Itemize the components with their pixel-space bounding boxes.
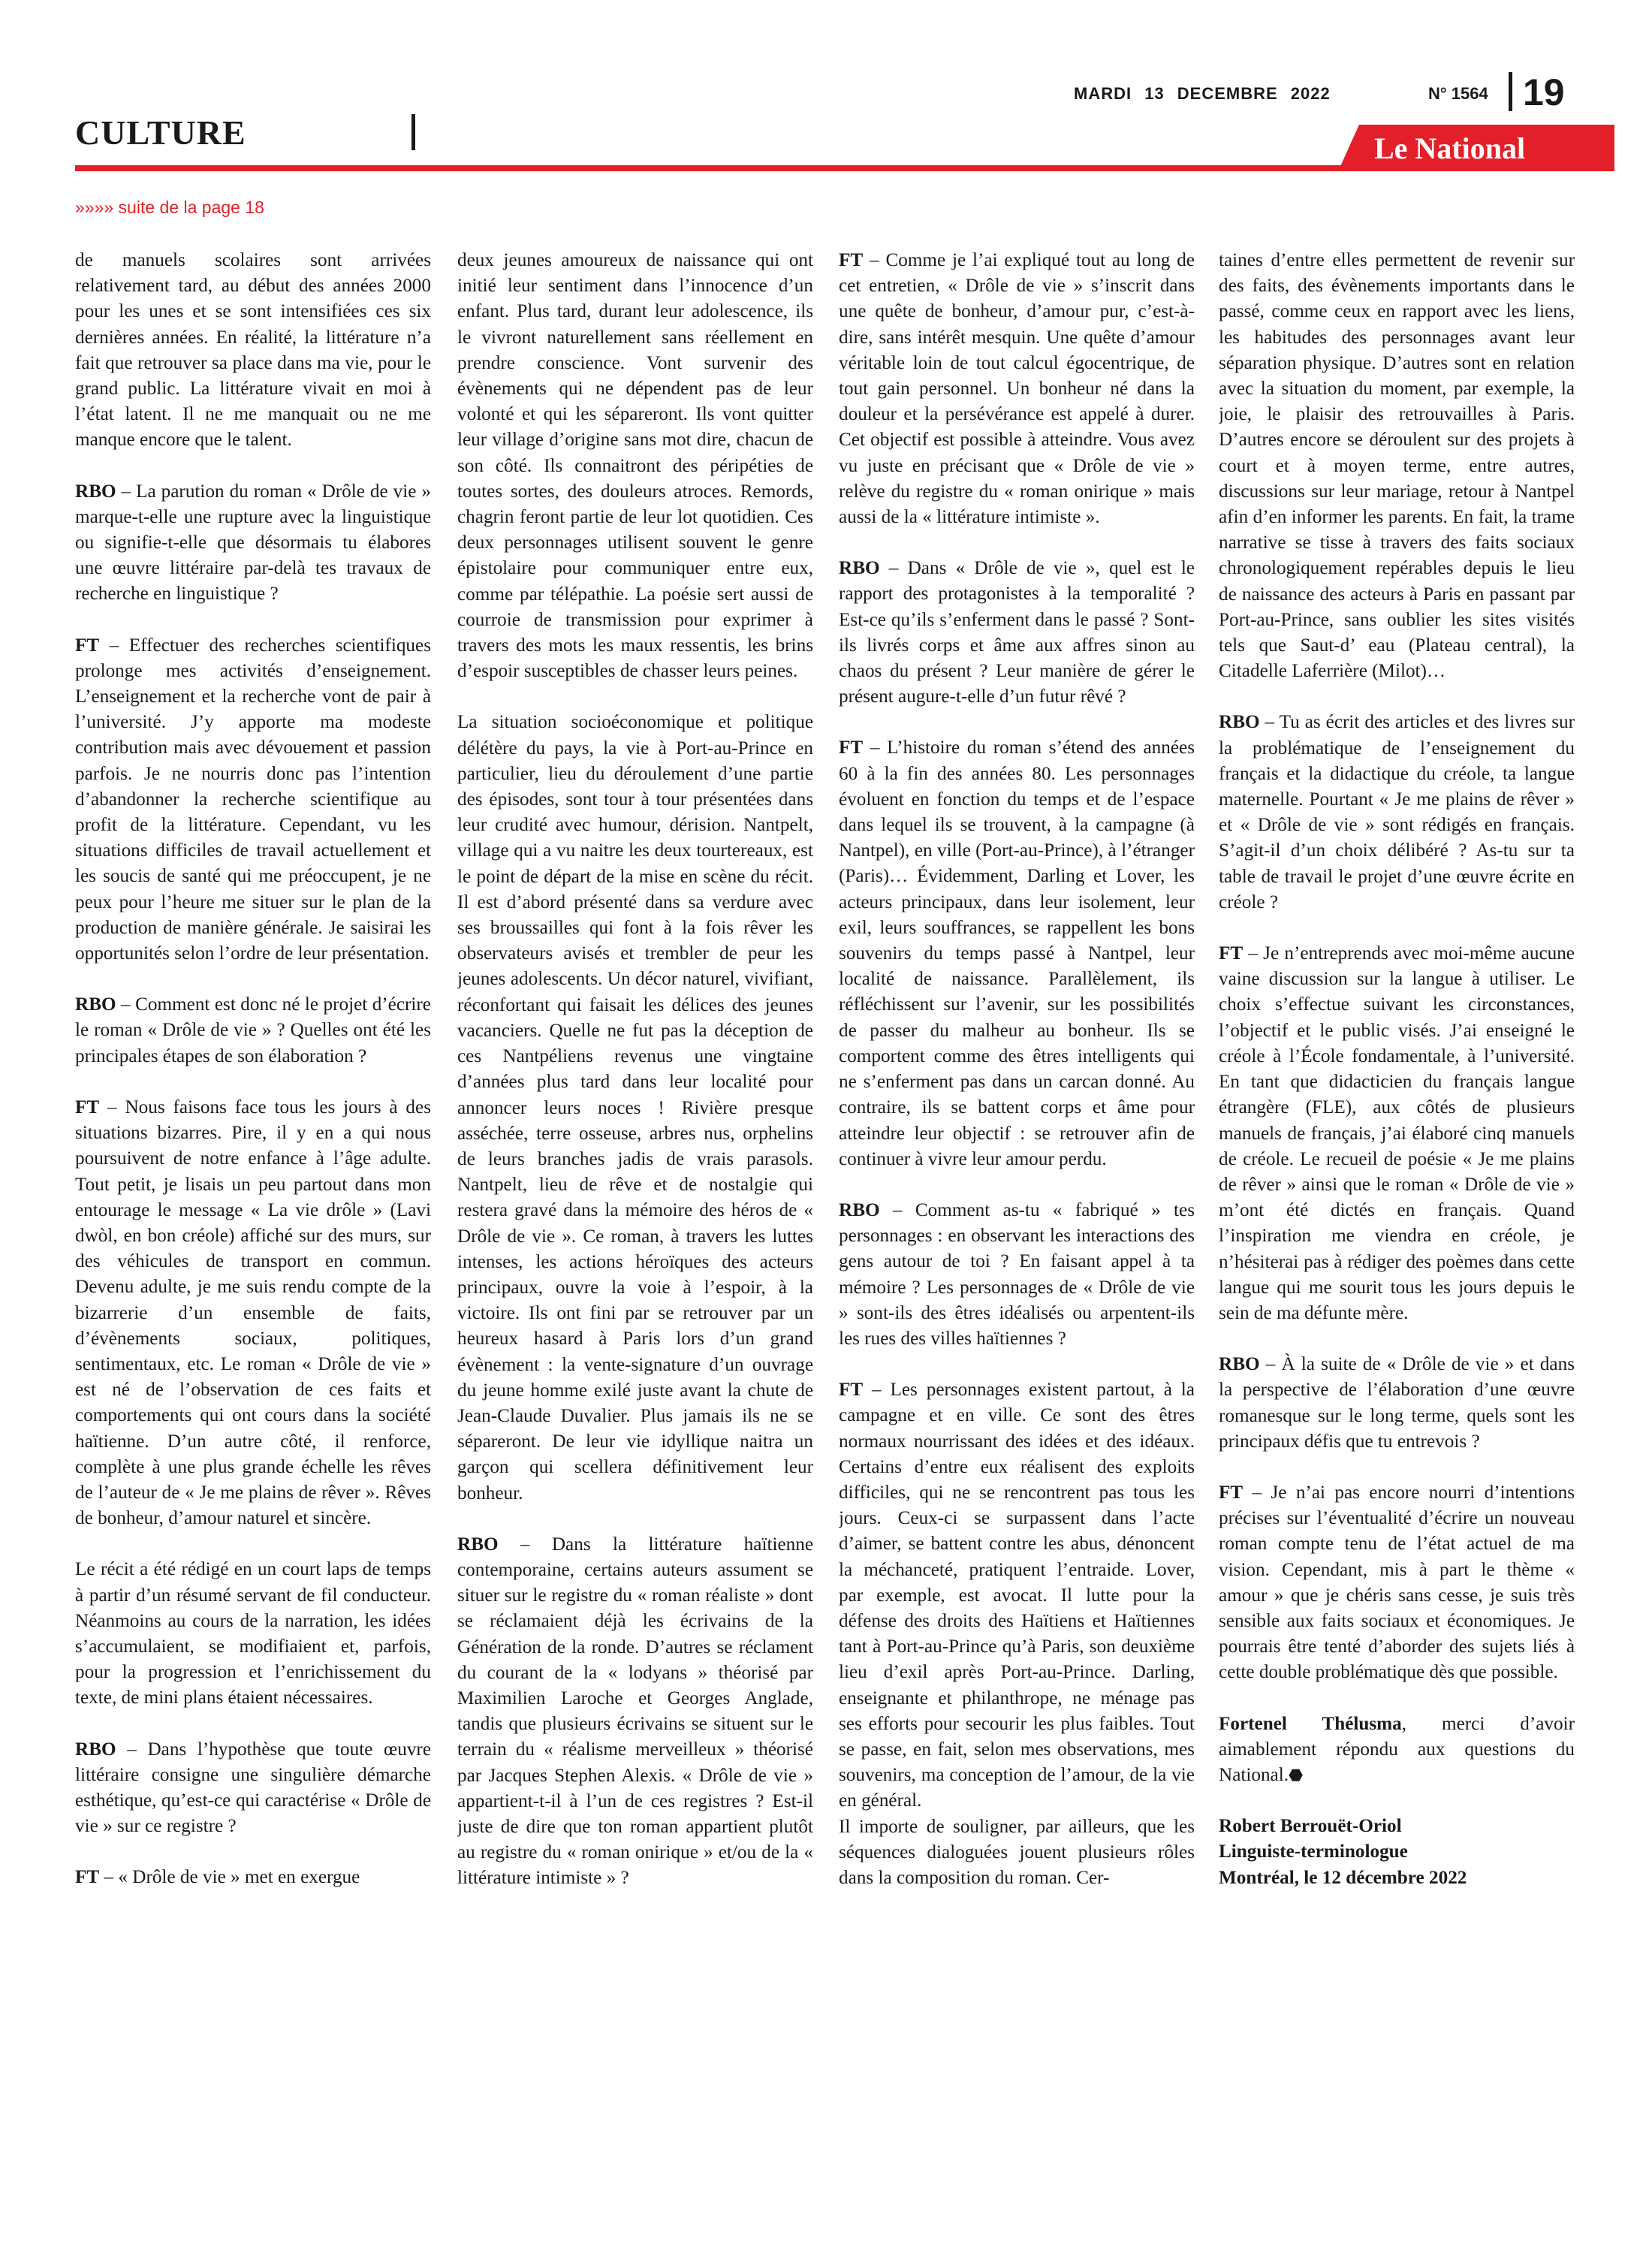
article-paragraph — [75, 479, 431, 608]
speaker-label: RBO — [1219, 712, 1260, 733]
paragraph-text: – Je n’entreprends avec moi-même aucune vaine discussion sur la langue à utiliser. Le choix s’effectue suivant les circonstances, l’objectif et le public visés. J’ai enseigné le créole à l’École fondamentale, à l’université. En tant que didacticien du français langue étrangère (FLE), aux côtés de plusieurs manuels de français, j’ai élaboré cinq manuels de créole. Le recueil de poésie « Je me plains de rêver » ainsi que le roman « Drôle de vie » m’ont été dictés en français. Quand l’inspiration me viendra en créole, je n’hésiterai pas à rédiger des poèmes dans cette langue qui me sourit tous les jours depuis le sein de ma défunte mère. — [1219, 943, 1575, 1323]
paragraph-text: – « Drôle de vie » met en exergue — [99, 1867, 360, 1888]
speaker-label: FT — [75, 1096, 100, 1117]
article-paragraph — [75, 633, 431, 967]
article-paragraph — [1219, 941, 1575, 1326]
speaker-label: FT — [1219, 943, 1244, 964]
speaker-label: FT — [75, 635, 100, 656]
paragraph-text: – La parution du roman « Drôle de vie » marque-t-elle une rupture avec la linguistique ou signifie-t-elle que désormais tu élabores une œuvre littéraire par-delà tes travaux de recherche en linguistique ? — [75, 481, 431, 605]
section-divider — [411, 114, 415, 150]
paragraph-text: – Tu as écrit des articles et des livres sur la problématique de l’enseignement du français et la didactique du créole, ta langue maternelle. Pourtant « Je me plains de rêver » et « Drôle de vie » sont rédigés en français. S’agit-il d’un choix délibéré ? As-tu sur ta table de travail le projet d’une œuvre écrite en créole ? — [1219, 712, 1575, 912]
article-paragraph — [1219, 1712, 1575, 1789]
end-of-article-icon: ⬣ — [1289, 1765, 1304, 1784]
paragraph-text: – Comment as-tu « fabriqué » tes personnages : en observant les interactions des gens autour de toi ? En faisant appel à ta mémoire ? Les personnages de « Drôle de vie » sont-ils des êtres idéalisés ou arpentent-ils les rues des villes haïtiennes ? — [839, 1199, 1195, 1349]
speaker-label: FT — [75, 1867, 100, 1888]
speaker-label: RBO — [75, 994, 116, 1015]
article-paragraph — [839, 1377, 1195, 1814]
article-column-1 — [75, 248, 431, 2230]
speaker-label: RBO — [839, 558, 880, 579]
article-paragraph — [839, 248, 1195, 530]
article-column-3 — [839, 248, 1195, 2230]
signature-title: Linguiste-terminologue — [1219, 1841, 1408, 1862]
speaker-label: FT — [839, 737, 864, 759]
article-paragraph — [1219, 1352, 1575, 1455]
paragraph-text: – L’histoire du roman s’étend des années 60 à la fin des années 80. Les personnages évoluent en fonction du temps et de l’espace dans lequel ils se trouvent, à la campagne (à Nantpel), en ville (Port-au-Prince), à l’étranger (Paris)… Évidemment, Darling et Lover, les acteurs principaux, dans leur isolement, leur exil, leurs souffrances, se rappellent les bons souvenirs du temps passé à Nantpel, leur localité de naissance. Parallèlement, ils réfléchissent sur l’avenir, sur les possibilités de passer du malheur au bonheur. Ils se comportent comme des êtres intelligents qui ne s’enferment pas dans un carcan donné. Au contraire, ils se battent corps et âme pour atteindre leur objectif : se retrouver afin de continuer à vivre leur amour perdu. — [839, 737, 1195, 1169]
paragraph-text: – Dans la littérature haïtienne contemporaine, certains auteurs assument se situer sur le registre du « roman réaliste » dont se réclamaient déjà les écrivains de la Génération de la ronde. D’autres se réclament du courant de la « lodyans » théorisé par Maximilien Laroche et Georges Anglade, tandis que plusieurs écrivains se situent sur le terrain du « réalisme merveilleux » théorisé par Jacques Stephen Alexis. « Drôle de vie » appartient-t-il à l’un de ces registres ? Est-il juste de dire que ton roman appartient plutôt au registre du « roman onirique » et/ou de la « littérature intimiste » ? — [457, 1534, 813, 1889]
article-column-2 — [457, 248, 813, 2230]
article-paragraph — [839, 556, 1195, 710]
article-paragraph — [75, 1557, 431, 1711]
article-paragraph — [1219, 1480, 1575, 1686]
paragraph-text: – Nous faisons face tous les jours à des situations bizarres. Pire, il y en a qui nous poursuivent de notre enfance à l’âge adulte. Tout petit, je lisais un peu partout dans mon entourage le message « La vie drôle » (Lavi dwòl, en bon créole) affiché sur des murs, sur des véhicules de transport en commun. Devenu adulte, je me suis rendu compte de la bizarrerie d’un ensemble de faits, d’évènements sociaux, politiques, sentimentaux, etc. Le roman « Drôle de vie » est né de l’observation de ces faits et comportements qui ont cours dans la société haïtienne. D’un autre côté, il renforce, complète à une plus grande échelle les rêves de l’auteur de « Je me plains de rêver ». Rêves de bonheur, d’amour naturel et sincère. — [75, 1096, 431, 1529]
article-signature — [1219, 1814, 1575, 1891]
paragraph-text: – Effectuer des recherches scientifiques prolonge mes activités d’enseignement. L’enseignement et la recherche vont de pair à l’université. J’y apporte ma modeste contribution mais avec dévouement et passion parfois. Je ne nourris donc pas l’intention d’abandonner la recherche scientifique au profit de la littérature. Cependant, vu les situations difficiles de travail actuellement et les soucis de santé qui me préoccupent, je ne peux pour l’heure me situer sur le plan de la production de manière générale. Je saisirai les opportunités selon l’ordre de leur présentation. — [75, 635, 431, 964]
speaker-label: FT — [1219, 1482, 1244, 1503]
issue-date: MARDI 13 DECEMBRE 2022 — [1074, 84, 1331, 103]
continued-from-note: »»»» suite de la page 18 — [75, 198, 264, 217]
article-paragraph — [839, 1814, 1195, 1892]
paragraph-text: deux jeunes amoureux de naissance qui ont initié leur sentiment dans l’innocence d’un enfant. Plus tard, durant leur adolescence, ils le vivront naturellement sans réellement en prendre conscience. Vont survenir des évènements qui ne dépendent pas de leur volonté et qui les sépareront. Ils vont quitter leur village d’origine sans mot dire, chacun de son côté. Ils connaitront des péripéties de toutes sortes, des douleurs atroces. Remords, chagrin feront partie de leur lot quotidien. Ces deux personnages utilisent souvent le genre épistolaire pour communiquer entre eux, comme par télépathie. La poésie sert aussi de courroie de transmission pour exprimer à travers des mots les maux ressentis, les brins d’espoir susceptibles de chasser leurs peines. — [457, 250, 813, 682]
paragraph-text: – Je n’ai pas encore nourri d’intentions précises sur l’éventualité d’écrire un nouveau roman compte tenu de l’état actuel de ma vision. Cependant, mis à part le thème « amour » que je chéris sans cesse, je suis très sensible aux faits sociaux et économiques. Je pourrais être tenté d’aborder des sujets liés à cette double problématique dès que possible. — [1219, 1482, 1575, 1683]
page-number: 19 — [1523, 71, 1565, 113]
speaker-label: RBO — [75, 1739, 116, 1760]
article-paragraph — [839, 735, 1195, 1172]
paragraph-text: Il importe de souligner, par ailleurs, que les séquences dialoguées jouent plusieurs rôles dans la composition du roman. Cer- — [839, 1816, 1195, 1888]
article-column-4 — [1219, 248, 1575, 2230]
speaker-label: RBO — [1219, 1354, 1260, 1375]
article-paragraph — [457, 710, 813, 1506]
article-paragraph — [75, 992, 431, 1069]
paragraph-text: – À la suite de « Drôle de vie » et dans la perspective de l’élaboration d’une œuvre romanesque sur le long terme, quels sont les principaux défis que tu entrevois ? — [1219, 1354, 1575, 1452]
speaker-label: RBO — [457, 1534, 499, 1555]
article-paragraph — [75, 248, 431, 454]
section-title: CULTURE — [75, 113, 246, 152]
speaker-label: Fortenel Thélusma — [1219, 1713, 1402, 1734]
signature-place-date: Montréal, le 12 décembre 2022 — [1219, 1867, 1467, 1888]
article-paragraph — [75, 1737, 431, 1840]
speaker-label: RBO — [839, 1199, 880, 1220]
article-paragraph — [839, 1198, 1195, 1352]
paragraph-text: de manuels scolaires sont arrivées relativement tard, au début des années 2000 pour les unes et se sont intensifiées ces six dernières années. En réalité, la littérature n’a fait que retrouver sa place dans ma vie, pour le grand public. La littérature vivait en moi à l’état latent. Il ne me manquait ou ne me manque encore que le talent. — [75, 250, 431, 451]
speaker-label: RBO — [75, 481, 116, 502]
article-paragraph — [1219, 248, 1575, 684]
article-paragraph — [457, 248, 813, 684]
article-paragraph — [75, 1865, 431, 1890]
paragraph-text: – Dans « Drôle de vie », quel est le rapport des protagonistes à la temporalité ? Est-ce qu’ils s’enferment dans le passé ? Sont-ils livrés corps et âme aux affres sinon au chaos du présent ? Leur manière de gérer le présent augure-t-elle d’un futur rêvé ? — [839, 558, 1195, 707]
article-paragraph — [75, 1095, 431, 1531]
issue-number: N° 1564 — [1428, 84, 1488, 103]
page-number-divider — [1509, 72, 1512, 111]
speaker-label: FT — [839, 250, 864, 270]
paragraph-text: – Les personnages existent partout, à la campagne et en ville. Ce sont des êtres normaux nourrissant des idées et des idéaux. Certains d’entre eux réalisent des exploits difficiles, qui ne se rencontrent pas tous les jours. Ceux-ci se surpassent dans l’acte d’aimer, se battent contre les abus, dénoncent la méchanceté, pratiquent l’entraide. Lover, par exemple, est avocat. Il lutte pour la défense des droits des Haïtiens et Haïtiennes tant à Port-au-Prince qu’à Paris, son deuxième lieu d’exil après Port-au-Prince. Darling, enseignante et philanthrope, ne ménage pas ses efforts pour secourir les plus faibles. Tout se passe, en fait, selon mes observations, mes souvenirs, ma conception de l’amour, de la vie en général. — [839, 1380, 1195, 1811]
article-paragraph — [1219, 710, 1575, 915]
speaker-label: FT — [839, 1380, 864, 1401]
paragraph-text: – Comme je l’ai expliqué tout au long de cet entretien, « Drôle de vie » s’inscrit dans une quête de bonheur, d’amour pur, c’est-à-dire, sans intérêt mesquin. Une quête d’amour véritable loin de tout calcul égocentrique, de tout gain personnel. Un bonheur né dans la douleur et la persévérance est appelé à durer. Cet objectif est possible à atteindre. Vous avez vu juste en précisant que « Drôle de vie » relève du registre du « roman onirique » mais aussi de la « littérature intimiste ». — [839, 250, 1195, 528]
paragraph-text: – Comment est donc né le projet d’écrire le roman « Drôle de vie » ? Quelles ont été les principales étapes de son élaboration ? — [75, 994, 431, 1066]
paragraph-text: La situation socioéconomique et politique délétère du pays, la vie à Port-au-Prince en particulier, lieu du déroulement d’une partie des épisodes, sont tour à tour présentées dans leur crudité avec humour, dérision. Nantpelt, village qui a vu naitre les deux tourtereaux, est le point de départ de la mise en scène du récit. Il est d’abord présenté dans sa verdure avec ses broussailles qui font à la fois rêver les observateurs avisés et trembler de peur les jeunes adolescents. Un décor naturel, vivifiant, réconfortant qui faisait les délices des jeunes vacanciers. Quelle ne fut pas la déception de ces Nantpéliens revenus une vingtaine d’années plus tard dans leur localité pour annoncer leurs noces ! Rivière presque asséchée, terre osseuse, arbres nus, orphelins de leurs branches jadis de vrais parasols. Nantpelt, lieu de rêve et de nostalgie qui restera gravé dans la mémoire des héros de « Drôle de vie ». Ce roman, à travers les luttes intenses, les actions héroïques des acteurs principaux, ouvre la voie à l’espoir, à la victoire. Ils ont fini par se retrouver par un heureux hasard à Paris lors d’un grand évènement : la vente-signature d’un ouvrage du jeune homme exilé juste avant la chute de Jean-Claude Duvalier. Plus jamais ils ne se sépareront. De leur vie idyllique naitra un garçon qui scellera définitivement leur bonheur. — [457, 712, 813, 1504]
paragraph-text: , merci d’avoir aimablement répondu aux questions du National. — [1219, 1713, 1575, 1785]
signature-name: Robert Berrouët-Oriol — [1219, 1816, 1402, 1837]
article-paragraph — [457, 1532, 813, 1892]
paragraph-text: – Dans l’hypothèse que toute œuvre littéraire consigne une singulière démarche esthétique, qu’est-ce qui caractérise « Drôle de vie » sur ce registre ? — [75, 1739, 431, 1837]
paragraph-text: Le récit a été rédigé en un court laps de temps à partir d’un résumé servant de fil conducteur. Néanmoins au cours de la narration, les idées s’accumulaient, se modifiaient et, parfois, pour la progression et l’enrichissement du texte, de mini plans étaient nécessaires. — [75, 1559, 431, 1709]
newspaper-name: Le National — [1374, 131, 1526, 165]
paragraph-text: taines d’entre elles permettent de revenir sur des faits, des évènements importants dans le passé, comme ceux en rapport avec les liens, les habitudes des personnages avant leur séparation physique. D’autres sont en relation avec la situation du moment, par exemple, la joie, le plaisir des retrouvailles à Paris. D’autres encore se déroulent sur des projets à court et à moyen terme, entre autres, discussions sur leur mariage, retour à Nantpel afin d’en informer les parents. En fait, la trame narrative se tisse à travers des faits sociaux chronologiquement repérables depuis le lieu de naissance des acteurs à Paris en passant par Port-au-Prince, sans oublier les sites visités tels que Saut-d’ eau (Plateau central), la Citadelle Laferrière (Milot)… — [1219, 250, 1575, 682]
